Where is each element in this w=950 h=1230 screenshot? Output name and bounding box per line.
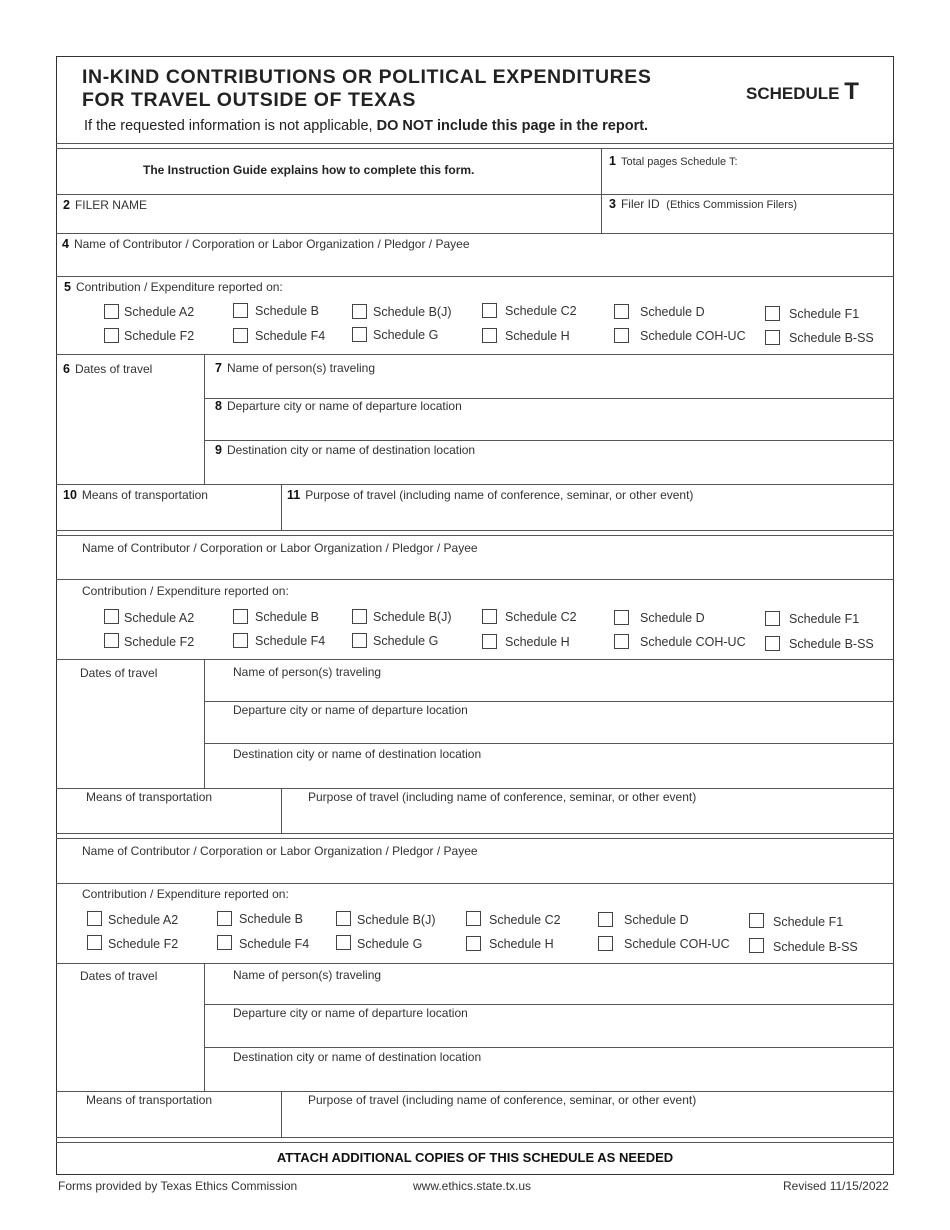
schedule-b-label: Schedule B <box>255 304 319 318</box>
divider <box>56 833 894 834</box>
divider <box>56 1142 894 1143</box>
purpose-of-travel-field[interactable]: Purpose of travel (including name of conference, seminar, or other event) <box>308 1093 697 1107</box>
divider <box>56 354 894 355</box>
schedule-letter: T <box>844 78 859 105</box>
divider <box>56 1137 894 1138</box>
field-number: 3 <box>609 197 616 211</box>
field-label: Contribution / Expenditure reported on: <box>75 280 283 294</box>
persons-traveling-field[interactable] <box>215 361 375 375</box>
schedule-g-label: Schedule G <box>373 634 439 648</box>
filer-name-field[interactable] <box>63 198 147 212</box>
field-number: 1 <box>609 154 616 168</box>
divider <box>56 484 894 485</box>
persons-traveling-field[interactable]: Name of person(s) traveling <box>233 968 382 982</box>
divider <box>204 354 205 484</box>
field-label: Total pages Schedule T: <box>620 156 738 168</box>
field-number: 10 <box>63 488 77 502</box>
reported-on-label: Contribution / Expenditure reported on: <box>82 584 289 598</box>
schedule-a2-label: Schedule A2 <box>124 611 195 625</box>
schedule-d-label: Schedule D <box>624 913 689 927</box>
schedule-f1-checkbox[interactable] <box>765 306 780 321</box>
divider <box>281 484 282 530</box>
dates-of-travel-field[interactable]: Dates of travel <box>80 666 158 680</box>
website-link[interactable]: www.ethics.state.tx.us <box>413 1179 532 1193</box>
schedule-b-checkbox[interactable] <box>233 303 248 318</box>
schedule-f2-label: Schedule F2 <box>124 635 195 649</box>
schedule-d-checkbox[interactable] <box>598 912 613 927</box>
field-number: 6 <box>63 362 70 376</box>
departure-field[interactable]: Departure city or name of departure location <box>233 703 468 717</box>
attach-copies-note: ATTACH ADDITIONAL COPIES OF THIS SCHEDULE AS NEEDED <box>276 1150 674 1165</box>
persons-traveling-field[interactable]: Name of person(s) traveling <box>233 665 382 679</box>
field-label: Purpose of travel (including name of conference, seminar, or other event) <box>305 488 694 502</box>
schedule-f4-label: Schedule F4 <box>255 634 326 648</box>
divider <box>56 963 894 964</box>
schedule-f2-label: Schedule F2 <box>124 329 195 343</box>
schedule-a2-checkbox[interactable] <box>104 304 119 319</box>
schedule-b-label: Schedule B <box>239 912 303 926</box>
schedule-g-checkbox[interactable] <box>352 327 367 342</box>
field-number: 8 <box>215 399 222 413</box>
divider <box>56 530 894 531</box>
schedule-c2-label: Schedule C2 <box>505 610 577 624</box>
contributor-name-field[interactable]: Name of Contributor / Corporation or Labor Organization / Pledgor / Payee <box>82 541 478 555</box>
schedule-h-checkbox[interactable] <box>482 634 497 649</box>
schedule-d-checkbox[interactable] <box>614 610 629 625</box>
schedule-bj-label: Schedule B(J) <box>357 913 436 927</box>
field-label: Destination city or name of destination location <box>226 443 476 457</box>
divider <box>204 963 205 1091</box>
schedule-f1-checkbox[interactable] <box>749 913 764 928</box>
schedule-h-checkbox[interactable] <box>482 328 497 343</box>
means-of-transportation-field[interactable]: Means of transportation <box>86 1093 213 1107</box>
schedule-coh-uc-label: Schedule COH-UC <box>640 635 746 649</box>
divider <box>56 788 894 789</box>
schedule-c2-checkbox[interactable] <box>482 609 497 624</box>
schedule-b-checkbox[interactable] <box>233 609 248 624</box>
schedule-h-label: Schedule H <box>505 635 570 649</box>
schedule-prefix: SCHEDULE <box>746 84 840 103</box>
purpose-of-travel-field[interactable] <box>287 488 693 502</box>
schedule-a2-checkbox[interactable] <box>87 911 102 926</box>
schedule-bj-label: Schedule B(J) <box>373 610 452 624</box>
field-number: 2 <box>63 198 70 212</box>
field-label: Dates of travel <box>74 362 153 376</box>
schedule-f4-checkbox[interactable] <box>217 935 232 950</box>
schedule-bj-checkbox[interactable] <box>336 911 351 926</box>
schedule-bj-checkbox[interactable] <box>352 304 367 319</box>
schedule-coh-uc-checkbox[interactable] <box>614 634 629 649</box>
schedule-g-label: Schedule G <box>373 328 439 342</box>
reported-on-label <box>64 280 283 294</box>
divider <box>56 148 894 149</box>
divider <box>281 1091 282 1137</box>
schedule-f2-checkbox[interactable] <box>104 633 119 648</box>
destination-field[interactable]: Destination city or name of destination location <box>233 747 482 761</box>
divider <box>56 883 894 884</box>
schedule-f1-checkbox[interactable] <box>765 611 780 626</box>
divider <box>204 1004 894 1005</box>
divider <box>601 148 602 234</box>
schedule-g-label: Schedule G <box>357 937 423 951</box>
divider <box>204 701 894 702</box>
schedule-a2-label: Schedule A2 <box>108 913 179 927</box>
schedule-coh-uc-checkbox[interactable] <box>598 936 613 951</box>
field-number: 9 <box>215 443 222 457</box>
form-title <box>82 66 652 112</box>
field-label: Means of transportation <box>81 488 208 502</box>
schedule-a2-label: Schedule A2 <box>124 305 195 319</box>
schedule-b-ss-checkbox[interactable] <box>765 636 780 651</box>
schedule-d-label: Schedule D <box>640 305 705 319</box>
note-bold: DO NOT include this page in the report. <box>376 118 649 134</box>
schedule-h-checkbox[interactable] <box>466 936 481 951</box>
schedule-f4-checkbox[interactable] <box>233 328 248 343</box>
schedule-g-checkbox[interactable] <box>336 935 351 950</box>
field-label: FILER NAME <box>74 198 147 212</box>
divider <box>56 838 894 839</box>
schedule-c2-label: Schedule C2 <box>505 304 577 318</box>
schedule-f4-label: Schedule F4 <box>255 329 326 343</box>
dates-of-travel-field[interactable] <box>63 362 152 376</box>
reported-on-label: Contribution / Expenditure reported on: <box>82 887 289 901</box>
provided-by-text: Forms provided by Texas Ethics Commission <box>58 1179 298 1193</box>
schedule-f4-checkbox[interactable] <box>233 633 248 648</box>
schedule-c2-checkbox[interactable] <box>466 911 481 926</box>
divider <box>56 659 894 660</box>
schedule-a2-checkbox[interactable] <box>104 609 119 624</box>
means-of-transportation-field[interactable] <box>63 488 208 502</box>
field-number: 5 <box>64 280 71 294</box>
purpose-of-travel-field[interactable]: Purpose of travel (including name of conference, seminar, or other event) <box>308 790 697 804</box>
divider <box>204 743 894 744</box>
divider <box>56 143 894 144</box>
schedule-c2-label: Schedule C2 <box>489 913 561 927</box>
schedule-f1-label: Schedule F1 <box>773 915 844 929</box>
field-label: Departure city or name of departure location <box>226 399 462 413</box>
divider <box>56 194 894 195</box>
applicability-note <box>84 118 648 134</box>
field-sublabel: (Ethics Commission Filers) <box>666 199 798 211</box>
total-pages-field[interactable] <box>609 154 738 168</box>
schedule-f2-checkbox[interactable] <box>104 328 119 343</box>
means-of-transportation-field[interactable]: Means of transportation <box>86 790 213 804</box>
divider <box>281 788 282 833</box>
revision-date: Revised 11/15/2022 <box>783 1179 889 1193</box>
schedule-coh-uc-checkbox[interactable] <box>614 328 629 343</box>
departure-field[interactable]: Departure city or name of departure location <box>233 1006 468 1020</box>
field-number: 4 <box>62 237 69 251</box>
divider <box>56 1091 894 1092</box>
schedule-f1-label: Schedule F1 <box>789 612 860 626</box>
divider <box>56 579 894 580</box>
schedule-f2-label: Schedule F2 <box>108 937 179 951</box>
note-plain: If the requested information is not applicable, <box>84 118 377 134</box>
instruction-guide-note: The Instruction Guide explains how to complete this form. <box>143 163 475 177</box>
schedule-bj-checkbox[interactable] <box>352 609 367 624</box>
schedule-g-checkbox[interactable] <box>352 633 367 648</box>
departure-field[interactable] <box>215 399 462 413</box>
schedule-c2-checkbox[interactable] <box>482 303 497 318</box>
field-label: Name of Contributor / Corporation or Labor Organization / Pledgor / Payee <box>73 237 470 251</box>
field-number: 7 <box>215 361 222 375</box>
schedule-b-ss-checkbox[interactable] <box>765 330 780 345</box>
schedule-b-ss-label: Schedule B-SS <box>789 331 874 345</box>
schedule-f4-label: Schedule F4 <box>239 937 310 951</box>
schedule-d-checkbox[interactable] <box>614 304 629 319</box>
divider <box>56 535 894 536</box>
contributor-name-field[interactable]: Name of Contributor / Corporation or Labor Organization / Pledgor / Payee <box>82 844 478 858</box>
schedule-label <box>746 78 859 106</box>
destination-field[interactable] <box>215 443 475 457</box>
divider <box>56 233 894 234</box>
contributor-name-field[interactable] <box>62 237 470 251</box>
destination-field[interactable]: Destination city or name of destination location <box>233 1050 482 1064</box>
schedule-h-label: Schedule H <box>505 329 570 343</box>
filer-id-field[interactable] <box>609 197 797 211</box>
title-line-1: IN-KIND CONTRIBUTIONS OR POLITICAL EXPENDITURES <box>82 66 652 88</box>
divider <box>204 440 894 441</box>
field-number: 11 <box>287 488 301 502</box>
schedule-f1-label: Schedule F1 <box>789 307 860 321</box>
schedule-coh-uc-label: Schedule COH-UC <box>640 329 746 343</box>
schedule-h-label: Schedule H <box>489 937 554 951</box>
schedule-b-checkbox[interactable] <box>217 911 232 926</box>
dates-of-travel-field[interactable]: Dates of travel <box>80 969 158 983</box>
schedule-b-ss-label: Schedule B-SS <box>789 637 874 651</box>
schedule-b-ss-checkbox[interactable] <box>749 938 764 953</box>
title-line-2: FOR TRAVEL OUTSIDE OF TEXAS <box>82 89 416 111</box>
schedule-coh-uc-label: Schedule COH-UC <box>624 937 730 951</box>
field-label: Filer ID <box>620 197 660 211</box>
divider <box>56 276 894 277</box>
schedule-f2-checkbox[interactable] <box>87 935 102 950</box>
divider <box>204 659 205 788</box>
schedule-bj-label: Schedule B(J) <box>373 305 452 319</box>
divider <box>204 1047 894 1048</box>
field-label: Name of person(s) traveling <box>226 361 376 375</box>
schedule-d-label: Schedule D <box>640 611 705 625</box>
schedule-b-ss-label: Schedule B-SS <box>773 940 858 954</box>
schedule-b-label: Schedule B <box>255 610 319 624</box>
